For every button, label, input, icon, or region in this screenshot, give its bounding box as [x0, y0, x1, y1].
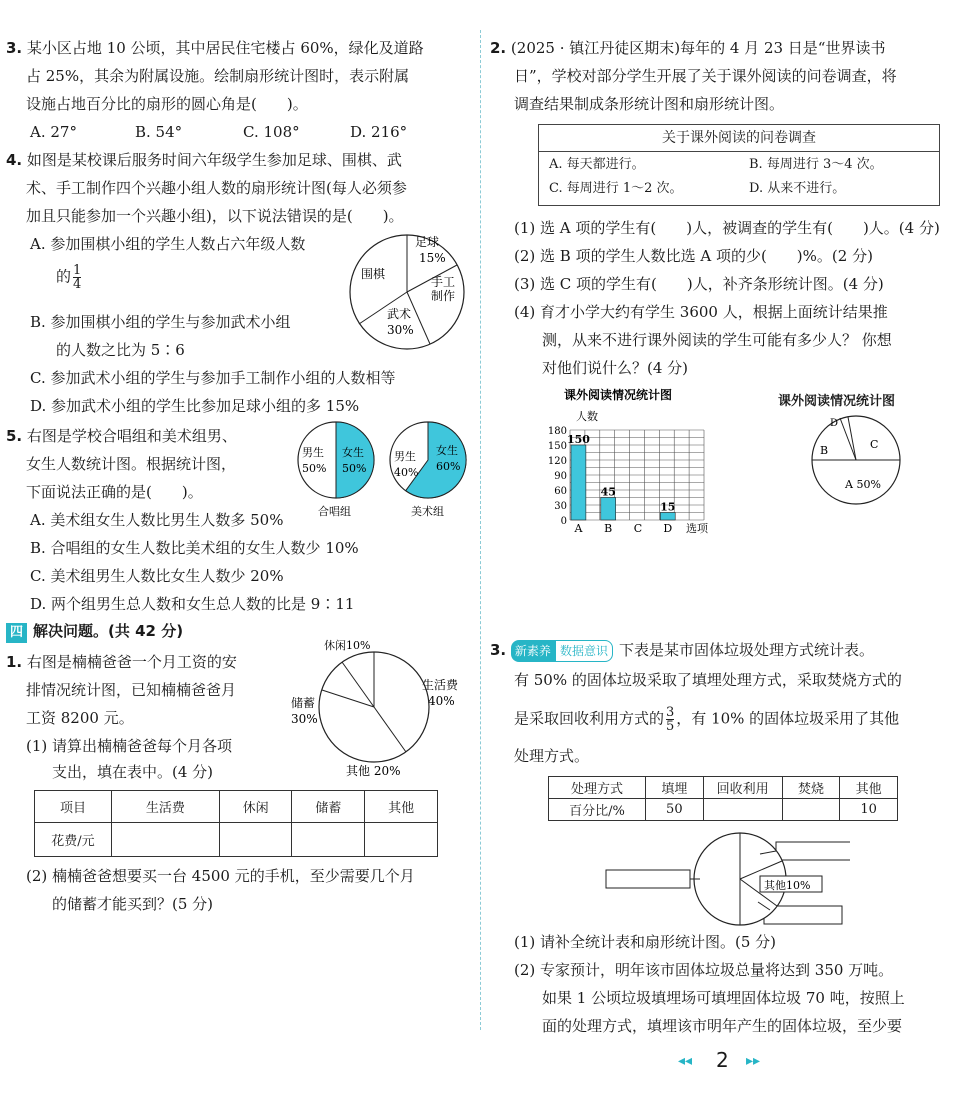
right-column	[480, 0, 961, 1106]
new-literacy-badge: 新素养	[511, 640, 555, 662]
survey-option-d: D. 从来不进行。	[749, 181, 846, 196]
q4-option-c: C. 参加武术小组的学生与参加手工制作小组的人数相等	[30, 369, 396, 387]
bar-chart-title: 课外阅读情况统计图	[564, 388, 673, 402]
p1-td-saving[interactable]	[292, 823, 365, 857]
r-q3-line-4: 处理方式。	[514, 747, 590, 765]
r-q3-number: 3.	[490, 641, 507, 659]
r-q3-sub-2: (2) 专家预计，明年该市固体垃圾总量将达到 350 万吨。	[514, 961, 894, 979]
p1-pie-leisure: 休闲10%	[324, 639, 371, 652]
p1-sub2-line2: 的储蓄才能买到？(5 分)	[52, 895, 214, 913]
r-q3-line-1	[490, 640, 874, 662]
p1-line-1	[6, 652, 237, 672]
q4-line-2: 术、手工制作四个兴趣小组人数的扇形统计图(每人必须参	[26, 179, 407, 197]
r-q3-text-3a: 是采取回收利用方式的	[514, 709, 665, 728]
prev-page-icon[interactable]: ◂◂	[678, 1053, 693, 1069]
q5-option-c: C. 美术组男生人数比女生人数少 20%	[30, 567, 284, 585]
waste-pie-blank-top[interactable]	[776, 842, 850, 860]
page-number: 2	[716, 1048, 729, 1072]
bar-chart-yticks	[548, 426, 567, 527]
q4-option-a-line2	[56, 264, 83, 291]
q3-line-1	[6, 38, 424, 58]
r-q3-frac-den: 5	[666, 719, 675, 734]
waste-th-incinerate: 焚烧	[782, 777, 840, 799]
p1-td-label: 花费/元	[35, 823, 112, 857]
bar-category-label: D	[663, 522, 673, 535]
waste-pie-chart	[600, 828, 850, 930]
r-q2-sub-4-line2: 测，从来不进行课外阅读的学生可能有多少人？ 你想	[542, 331, 892, 349]
p1-th-other: 其他	[365, 791, 438, 823]
q5-option-d: D. 两个组男生总人数和女生总人数的比是 9∶11	[30, 595, 355, 613]
waste-th-method: 处理方式	[549, 777, 646, 799]
bar-value-label: 45	[600, 485, 616, 499]
q4-pie-craft-1: 手工	[431, 275, 456, 289]
q5-line-2: 女生人数统计图。根据统计图，	[26, 455, 237, 473]
waste-table	[548, 776, 898, 821]
q4-pie-chart	[345, 230, 470, 355]
choir-boy-label: 男生	[302, 446, 324, 459]
q4-option-a-text: 的	[56, 267, 72, 286]
q4-option-b-line1: B. 参加围棋小组的学生与参加武术小组	[30, 313, 291, 331]
survey-box	[538, 124, 940, 206]
p1-sub1-line2: 支出，填在表中。(4 分)	[52, 763, 214, 781]
p1-pie-saving: 储蓄	[291, 696, 316, 710]
survey-option-a: A. 每天都进行。	[549, 157, 645, 172]
q3-line-3: 设施占地百分比的扇形的圆心角是( )。	[26, 95, 308, 113]
bar-chart-xlabel: 选项	[686, 522, 708, 535]
p1-text: 右图是楠楠爸爸一个月工资的安	[26, 653, 237, 671]
q4-line-3: 加且只能参加一个兴趣小组)，以下说法错误的是( )。	[26, 207, 404, 225]
p1-number: 1.	[6, 653, 23, 671]
bar-chart-ytick: 150	[547, 441, 567, 452]
bar-chart-ytick: 60	[554, 486, 567, 497]
p1-th-item: 项目	[35, 791, 112, 823]
p1-line-3: 工资 8200 元。	[26, 709, 134, 727]
waste-td-incinerate[interactable]	[782, 799, 840, 821]
waste-header-row	[549, 777, 898, 799]
bar-chart-ytick: 120	[547, 456, 567, 467]
q3-number: 3.	[6, 39, 23, 57]
q4-pie-craft-2: 制作	[431, 289, 456, 303]
q3-line-2: 占 25%，其余为附属设施。绘制扇形统计图时，表示附属	[26, 67, 410, 85]
q5-number: 5.	[6, 427, 23, 445]
choir-caption: 合唱组	[318, 505, 351, 518]
r-q3-sub-1: (1) 请补全统计表和扇形统计图。(5 分)	[514, 933, 777, 951]
p1-td-other[interactable]	[365, 823, 438, 857]
r-q2-text: (2025 · 镇江丹徒区期末)每年的 4 月 23 日是“世界读书	[510, 39, 886, 57]
bar-chart-ytick: 180	[547, 426, 567, 437]
section-4-header	[6, 621, 183, 643]
bar-D	[660, 513, 675, 521]
r-q3-sub-2-line3: 面的处理方式，填埋该市明年产生的固体垃圾，至少要	[542, 1017, 903, 1035]
p1-th-leisure: 休闲	[219, 791, 292, 823]
art-girl-pct: 60%	[436, 460, 461, 473]
q4-option-b-line2: 的人数之比为 5∶6	[56, 341, 185, 359]
waste-th-recycle: 回收利用	[703, 777, 782, 799]
p1-pie-chart	[282, 635, 478, 780]
q4-line-1	[6, 150, 402, 170]
survey-title: 关于课外阅读的问卷调查	[539, 125, 939, 152]
q4-pie-martial-pct: 30%	[387, 323, 414, 337]
q4-pie-martial: 武术	[387, 307, 412, 321]
q4-frac-den: 4	[73, 277, 82, 292]
p1-sub1-line1: (1) 请算出楠楠爸爸每个月各项	[26, 737, 233, 755]
q3-text: 某小区占地 10 公顷，其中居民住宅楼占 60%，绿化及道路	[26, 39, 424, 57]
bar-chart-ytick: 90	[554, 471, 567, 482]
q4-text: 如图是某校课后服务时间六年级学生参加足球、围棋、武	[26, 151, 402, 169]
waste-td-recycle[interactable]	[703, 799, 782, 821]
bar-chart-ylabel: 人数	[576, 410, 598, 423]
reading-pie-title: 课外阅读情况统计图	[778, 394, 896, 409]
q3-option-b: B. 54°	[135, 123, 183, 141]
r-q3-sub-2-line2: 如果 1 公顷垃圾填埋场可填埋固体垃圾 70 吨，按照上	[542, 989, 905, 1007]
p1-td-leisure[interactable]	[219, 823, 292, 857]
section-4-badge: 四	[6, 623, 27, 643]
reading-pie-chart	[808, 410, 908, 510]
waste-td-label: 百分比/%	[549, 799, 646, 821]
q5-pie-charts	[296, 420, 476, 522]
p1-table-header-row	[35, 791, 438, 823]
p1-th-saving: 储蓄	[292, 791, 365, 823]
q5-option-a: A. 美术组女生人数比男生人数多 50%	[30, 511, 284, 529]
q4-pie-football-pct: 15%	[419, 251, 446, 265]
next-page-icon[interactable]: ▸▸	[746, 1053, 761, 1069]
q3-option-a: A. 27°	[30, 123, 77, 141]
bar-B	[601, 498, 616, 521]
bar-category-label: C	[633, 522, 643, 535]
p1-th-living: 生活费	[112, 791, 220, 823]
choir-boy-pct: 50%	[302, 462, 327, 475]
r-q2-line-3: 调查结果制成条形统计图和扇形统计图。	[514, 95, 785, 113]
r-q3-fraction	[666, 706, 674, 733]
p1-table-row	[35, 823, 438, 857]
r-q2-line-2: 日”，学校对部分学生开展了关于课外阅读的问卷调查，将	[514, 67, 897, 85]
reading-bar-chart	[534, 384, 734, 540]
r-q3-line-2: 有 50% 的固体垃圾采取了填埋处理方式，采取焚烧方式的	[514, 671, 902, 689]
r-q3-line-3	[514, 706, 899, 733]
q3-option-c: C. 108°	[243, 123, 300, 141]
p1-expense-table	[34, 790, 438, 857]
q4-pie-football: 足球	[415, 235, 440, 249]
r-q3-text: 下表是某市固体垃圾处理方式统计表。	[618, 641, 874, 659]
bar-value-label: 150	[566, 433, 590, 446]
bar-chart-ytick: 30	[554, 501, 567, 512]
bar-chart-ytick: 0	[560, 516, 567, 527]
p1-line-2: 排情况统计图，已知楠楠爸爸月	[26, 681, 237, 699]
r-q3-text-3b: ，有 10% 的固体垃圾采用了其他	[676, 709, 900, 728]
waste-th-other: 其他	[840, 777, 898, 799]
art-boy-pct: 40%	[394, 466, 419, 479]
r-q2-line-1	[490, 38, 885, 58]
r-q2-number: 2.	[490, 39, 507, 57]
q4-number: 4.	[6, 151, 23, 169]
waste-td-other: 10	[840, 799, 898, 821]
p1-pie-living: 生活费	[422, 678, 459, 692]
r-q2-sub-3: (3) 选 C 项的学生有( )人，补齐条形统计图。(4 分)	[514, 275, 884, 293]
p1-td-living[interactable]	[112, 823, 220, 857]
q5-text: 右图是学校合唱组和美术组男、	[26, 427, 237, 445]
waste-value-row	[549, 799, 898, 821]
bar-category-label: A	[574, 522, 583, 535]
p1-pie-saving-pct: 30%	[291, 712, 318, 726]
bar-chart-grid	[570, 430, 704, 520]
p1-sub2-line1: (2) 楠楠爸爸想要买一台 4500 元的手机，至少需要几个月	[26, 867, 415, 885]
waste-pie-blank-left[interactable]	[606, 870, 690, 888]
left-column	[0, 0, 480, 1106]
waste-pie-other-label: 其他10%	[764, 879, 811, 892]
q4-option-d: D. 参加武术小组的学生比参加足球小组的多 15%	[30, 397, 360, 415]
bar-A	[571, 445, 586, 520]
r-q2-sub-4-line3: 对他们说什么？(4 分)	[542, 359, 689, 377]
reading-pie-a: A 50%	[845, 478, 881, 491]
survey-option-b: B. 每周进行 3～4 次。	[749, 157, 883, 172]
art-girl-label: 女生	[436, 444, 458, 457]
r-q3-frac-num: 3	[666, 705, 675, 720]
p1-pie-living-pct: 40%	[428, 694, 455, 708]
waste-th-landfill: 填埋	[646, 777, 704, 799]
r-q2-sub-2: (2) 选 B 项的学生人数比选 A 项的少( )%。(2 分)	[514, 247, 873, 265]
r-q2-sub-1: (1) 选 A 项的学生有( )人，被调查的学生有( )人。(4 分)	[514, 219, 940, 237]
bar-value-label: 15	[660, 500, 676, 514]
waste-td-landfill: 50	[646, 799, 704, 821]
choir-girl-pct: 50%	[342, 462, 367, 475]
section-4-title: 解决问题。(共 42 分)	[33, 622, 184, 640]
choir-girl-label: 女生	[342, 446, 364, 459]
data-awareness-badge: 数据意识	[555, 640, 613, 662]
q4-option-a-line1: A. 参加围棋小组的学生人数占六年级人数	[30, 235, 306, 253]
q5-line-1	[6, 426, 237, 446]
choir-pie-girl-slice	[336, 422, 374, 498]
art-boy-label: 男生	[394, 450, 416, 463]
art-caption: 美术组	[411, 505, 444, 518]
q3-option-d: D. 216°	[350, 123, 408, 141]
reading-pie-d: D	[830, 418, 839, 429]
q4-fraction	[73, 264, 81, 291]
q5-option-b: B. 合唱组的女生人数比美术组的女生人数少 10%	[30, 539, 359, 557]
q5-line-3: 下面说法正确的是( )。	[26, 483, 203, 501]
q4-frac-num: 1	[73, 263, 82, 278]
survey-option-c: C. 每周进行 1～2 次。	[549, 181, 683, 196]
bar-category-label: B	[604, 522, 613, 535]
reading-pie-b: B	[820, 444, 829, 457]
p1-pie-other: 其他 20%	[346, 764, 401, 778]
q4-pie-go: 围棋	[361, 267, 386, 281]
reading-pie-c: C	[870, 438, 879, 451]
r-q2-sub-4: (4) 育才小学大约有学生 3600 人，根据上面统计结果推	[514, 303, 888, 321]
